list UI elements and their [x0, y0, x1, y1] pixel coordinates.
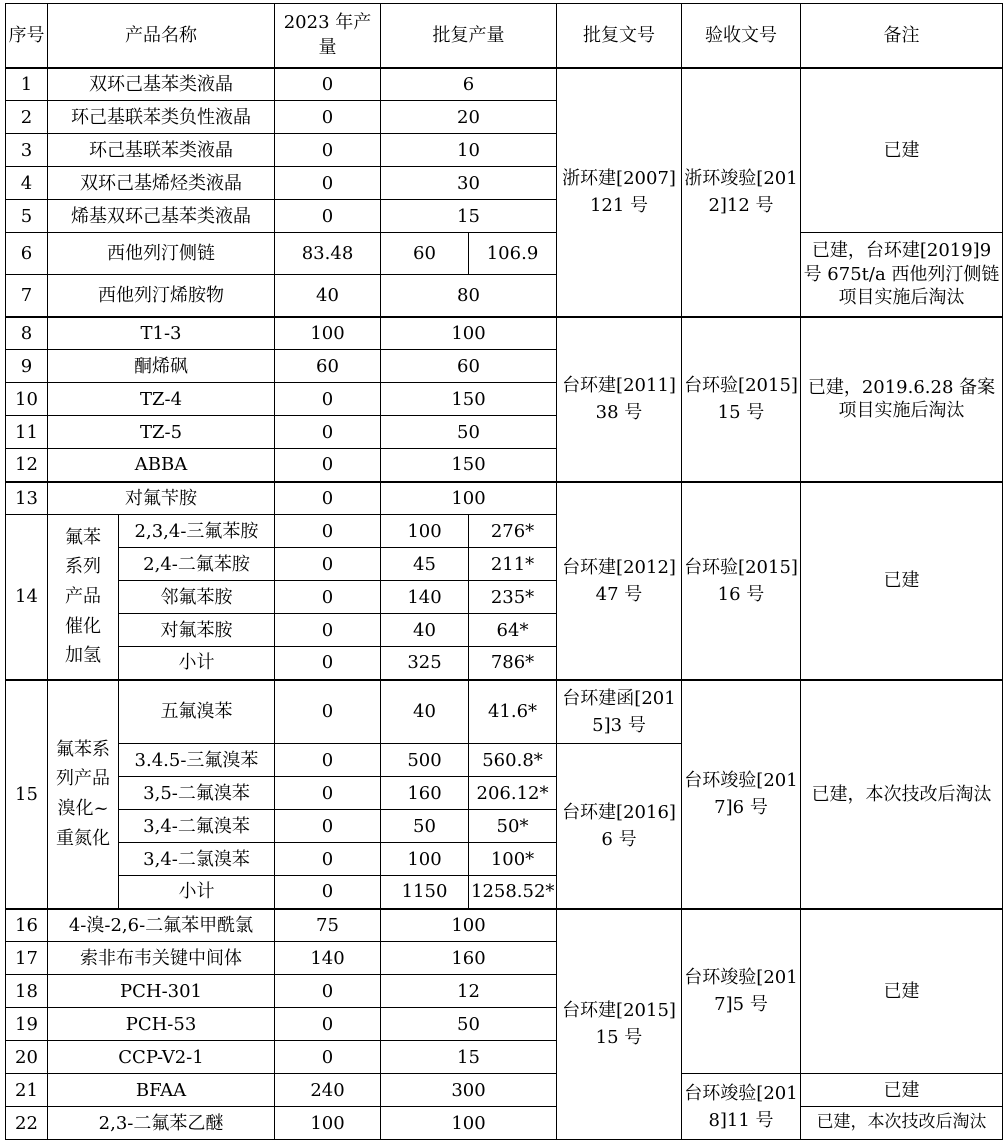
row-name: PCH-301 — [48, 975, 275, 1008]
table-row — [6, 68, 1003, 101]
header-approval-doc: 批复文号 — [557, 4, 682, 68]
group-14-no: 14 — [6, 515, 48, 680]
row-name: 双环己基苯类液晶 — [48, 68, 275, 101]
approval-doc-1: 浙环建[2007]121 号 — [557, 68, 682, 317]
row-no: 17 — [6, 942, 48, 975]
row-name: 烯基双环己基苯类液晶 — [48, 200, 275, 233]
row-name: 五氟溴苯 — [119, 680, 275, 744]
row-name: 西他列汀侧链 — [48, 233, 275, 275]
row-approved: 150 — [381, 449, 557, 482]
row-name: ABBA — [48, 449, 275, 482]
row-no: 6 — [6, 233, 48, 275]
row-name: 小计 — [119, 876, 275, 909]
row-approved: 12 — [381, 975, 557, 1008]
row-2023: 75 — [275, 909, 381, 942]
row-approved-a: 50 — [381, 810, 469, 843]
approval-doc-4a: 台环建函[2015]3 号 — [557, 680, 682, 744]
row-name: TZ-4 — [48, 383, 275, 416]
remark-5: 已建 — [801, 909, 1003, 1074]
row-approved-b: 64* — [469, 614, 557, 647]
header-remark: 备注 — [801, 4, 1003, 68]
row-name: 西他列汀烯胺物 — [48, 275, 275, 317]
row-2023: 40 — [275, 275, 381, 317]
group-15-label: 氟苯系列产品溴化~重氮化 — [48, 680, 119, 909]
row-approved-a: 60 — [381, 233, 469, 275]
acceptance-doc-1: 浙环竣验[2012]12 号 — [682, 68, 801, 317]
row-2023: 0 — [275, 68, 381, 101]
header-approved: 批复产量 — [381, 4, 557, 68]
group-15-no: 15 — [6, 680, 48, 909]
acceptance-doc-4: 台环竣验[2017]6 号 — [682, 680, 801, 909]
row-name: 4-溴-2,6-二氟苯甲酰氯 — [48, 909, 275, 942]
row-approved: 100 — [381, 482, 557, 515]
remark-4: 已建，本次技改后淘汰 — [801, 680, 1003, 909]
row-approved: 150 — [381, 383, 557, 416]
row-no: 5 — [6, 200, 48, 233]
row-approved: 80 — [381, 275, 557, 317]
row-approved-a: 40 — [381, 614, 469, 647]
row-approved-b: 106.9 — [469, 233, 557, 275]
table-row — [6, 1107, 1003, 1140]
row-no: 11 — [6, 416, 48, 449]
remark-6b: 已建，本次技改后淘汰 — [801, 1107, 1003, 1140]
group-14-label: 氟苯系列产品催化加氢 — [48, 515, 119, 680]
table-row — [6, 1074, 1003, 1107]
header-acceptance-doc: 验收文号 — [682, 4, 801, 68]
row-approved-a: 140 — [381, 581, 469, 614]
row-2023: 0 — [275, 416, 381, 449]
row-approved-a: 325 — [381, 647, 469, 680]
remark-1b: 已建，台环建[2019]9 号 675t/a 西他列汀侧链项目实施后淘汰 — [801, 233, 1003, 317]
row-approved: 15 — [381, 200, 557, 233]
acceptance-doc-6: 台环竣验[2018]11 号 — [682, 1074, 801, 1140]
table-row — [6, 909, 1003, 942]
row-approved: 20 — [381, 101, 557, 134]
row-approved-a: 100 — [381, 843, 469, 876]
row-name: TZ-5 — [48, 416, 275, 449]
row-2023: 140 — [275, 942, 381, 975]
row-2023: 0 — [275, 1008, 381, 1041]
approval-doc-4b: 台环建[2016]6 号 — [557, 744, 682, 909]
row-approved: 300 — [381, 1074, 557, 1107]
row-2023: 0 — [275, 383, 381, 416]
row-no: 8 — [6, 317, 48, 350]
row-no: 19 — [6, 1008, 48, 1041]
row-no: 7 — [6, 275, 48, 317]
row-approved-a: 1150 — [381, 876, 469, 909]
row-name: BFAA — [48, 1074, 275, 1107]
row-approved-b: 50* — [469, 810, 557, 843]
row-2023: 0 — [275, 876, 381, 909]
row-2023: 0 — [275, 515, 381, 548]
row-name: 酮烯砜 — [48, 350, 275, 383]
approval-doc-3: 台环建[2012]47 号 — [557, 482, 682, 680]
row-approved: 15 — [381, 1041, 557, 1074]
row-2023: 0 — [275, 101, 381, 134]
row-2023: 0 — [275, 482, 381, 515]
acceptance-doc-3: 台环验[2015]16 号 — [682, 482, 801, 680]
row-no: 12 — [6, 449, 48, 482]
row-approved: 100 — [381, 1107, 557, 1140]
row-approved-b: 206.12* — [469, 777, 557, 810]
row-no: 21 — [6, 1074, 48, 1107]
row-2023: 0 — [275, 744, 381, 777]
row-approved: 160 — [381, 942, 557, 975]
row-name: 对氟苯胺 — [119, 614, 275, 647]
row-no: 4 — [6, 167, 48, 200]
row-2023: 0 — [275, 680, 381, 744]
row-approved-a: 40 — [381, 680, 469, 744]
row-approved: 50 — [381, 1008, 557, 1041]
row-2023: 0 — [275, 200, 381, 233]
row-2023: 0 — [275, 975, 381, 1008]
row-approved-a: 100 — [381, 515, 469, 548]
row-name: 环己基联苯类负性液晶 — [48, 101, 275, 134]
acceptance-doc-5: 台环竣验[2017]5 号 — [682, 909, 801, 1074]
row-2023: 0 — [275, 581, 381, 614]
row-name: 双环己基烯烃类液晶 — [48, 167, 275, 200]
row-approved: 6 — [381, 68, 557, 101]
approval-doc-2: 台环建[2011]38 号 — [557, 317, 682, 482]
row-name: 环己基联苯类液晶 — [48, 134, 275, 167]
row-approved-a: 160 — [381, 777, 469, 810]
row-name: PCH-53 — [48, 1008, 275, 1041]
row-name: 邻氟苯胺 — [119, 581, 275, 614]
row-approved-b: 211* — [469, 548, 557, 581]
row-2023: 0 — [275, 614, 381, 647]
table-row — [6, 233, 1003, 275]
row-name: 2,3-二氟苯乙醚 — [48, 1107, 275, 1140]
row-name: 小计 — [119, 647, 275, 680]
row-no: 1 — [6, 68, 48, 101]
row-no: 2 — [6, 101, 48, 134]
row-2023: 0 — [275, 810, 381, 843]
row-2023: 83.48 — [275, 233, 381, 275]
row-name: 3,4-二氯溴苯 — [119, 843, 275, 876]
row-approved-a: 45 — [381, 548, 469, 581]
row-approved-b: 786* — [469, 647, 557, 680]
row-2023: 0 — [275, 167, 381, 200]
row-2023: 0 — [275, 777, 381, 810]
header-name: 产品名称 — [48, 4, 275, 68]
row-no: 16 — [6, 909, 48, 942]
row-approved-b: 235* — [469, 581, 557, 614]
row-approved: 10 — [381, 134, 557, 167]
row-no: 9 — [6, 350, 48, 383]
row-approved-b: 100* — [469, 843, 557, 876]
remark-2: 已建，2019.6.28 备案项目实施后淘汰 — [801, 317, 1003, 482]
row-name: 2,4-二氟苯胺 — [119, 548, 275, 581]
production-table — [5, 3, 1003, 1140]
table-row — [6, 680, 1003, 744]
row-approved-b: 276* — [469, 515, 557, 548]
header-2023: 2023 年产量 — [275, 4, 381, 68]
row-approved: 100 — [381, 317, 557, 350]
row-approved-b: 560.8* — [469, 744, 557, 777]
remark-1: 已建 — [801, 68, 1003, 233]
row-name: 索非布韦关键中间体 — [48, 942, 275, 975]
acceptance-doc-2: 台环验[2015]15 号 — [682, 317, 801, 482]
row-no: 22 — [6, 1107, 48, 1140]
row-2023: 100 — [275, 317, 381, 350]
row-no: 20 — [6, 1041, 48, 1074]
row-approved: 30 — [381, 167, 557, 200]
row-approved: 100 — [381, 909, 557, 942]
row-2023: 0 — [275, 134, 381, 167]
row-2023: 100 — [275, 1107, 381, 1140]
header-row — [6, 4, 1003, 68]
row-2023: 60 — [275, 350, 381, 383]
row-name: 对氟苄胺 — [48, 482, 275, 515]
row-2023: 0 — [275, 449, 381, 482]
remark-6a: 已建 — [801, 1074, 1003, 1107]
row-no: 10 — [6, 383, 48, 416]
row-no: 18 — [6, 975, 48, 1008]
row-name: CCP-V2-1 — [48, 1041, 275, 1074]
row-approved: 60 — [381, 350, 557, 383]
row-no: 13 — [6, 482, 48, 515]
row-name: 2,3,4-三氟苯胺 — [119, 515, 275, 548]
row-approved-b: 1258.52* — [469, 876, 557, 909]
row-name: 3.4.5-三氟溴苯 — [119, 744, 275, 777]
table-row — [6, 317, 1003, 350]
row-2023: 0 — [275, 1041, 381, 1074]
row-name: T1-3 — [48, 317, 275, 350]
row-name: 3,5-二氟溴苯 — [119, 777, 275, 810]
row-2023: 0 — [275, 647, 381, 680]
row-no: 3 — [6, 134, 48, 167]
approval-doc-5: 台环建[2015]15 号 — [557, 909, 682, 1140]
row-2023: 240 — [275, 1074, 381, 1107]
row-approved-a: 500 — [381, 744, 469, 777]
row-2023: 0 — [275, 843, 381, 876]
row-name: 3,4-二氟溴苯 — [119, 810, 275, 843]
row-approved-b: 41.6* — [469, 680, 557, 744]
row-approved: 50 — [381, 416, 557, 449]
row-2023: 0 — [275, 548, 381, 581]
table-row — [6, 482, 1003, 515]
header-seq: 序号 — [6, 4, 48, 68]
remark-3: 已建 — [801, 482, 1003, 680]
